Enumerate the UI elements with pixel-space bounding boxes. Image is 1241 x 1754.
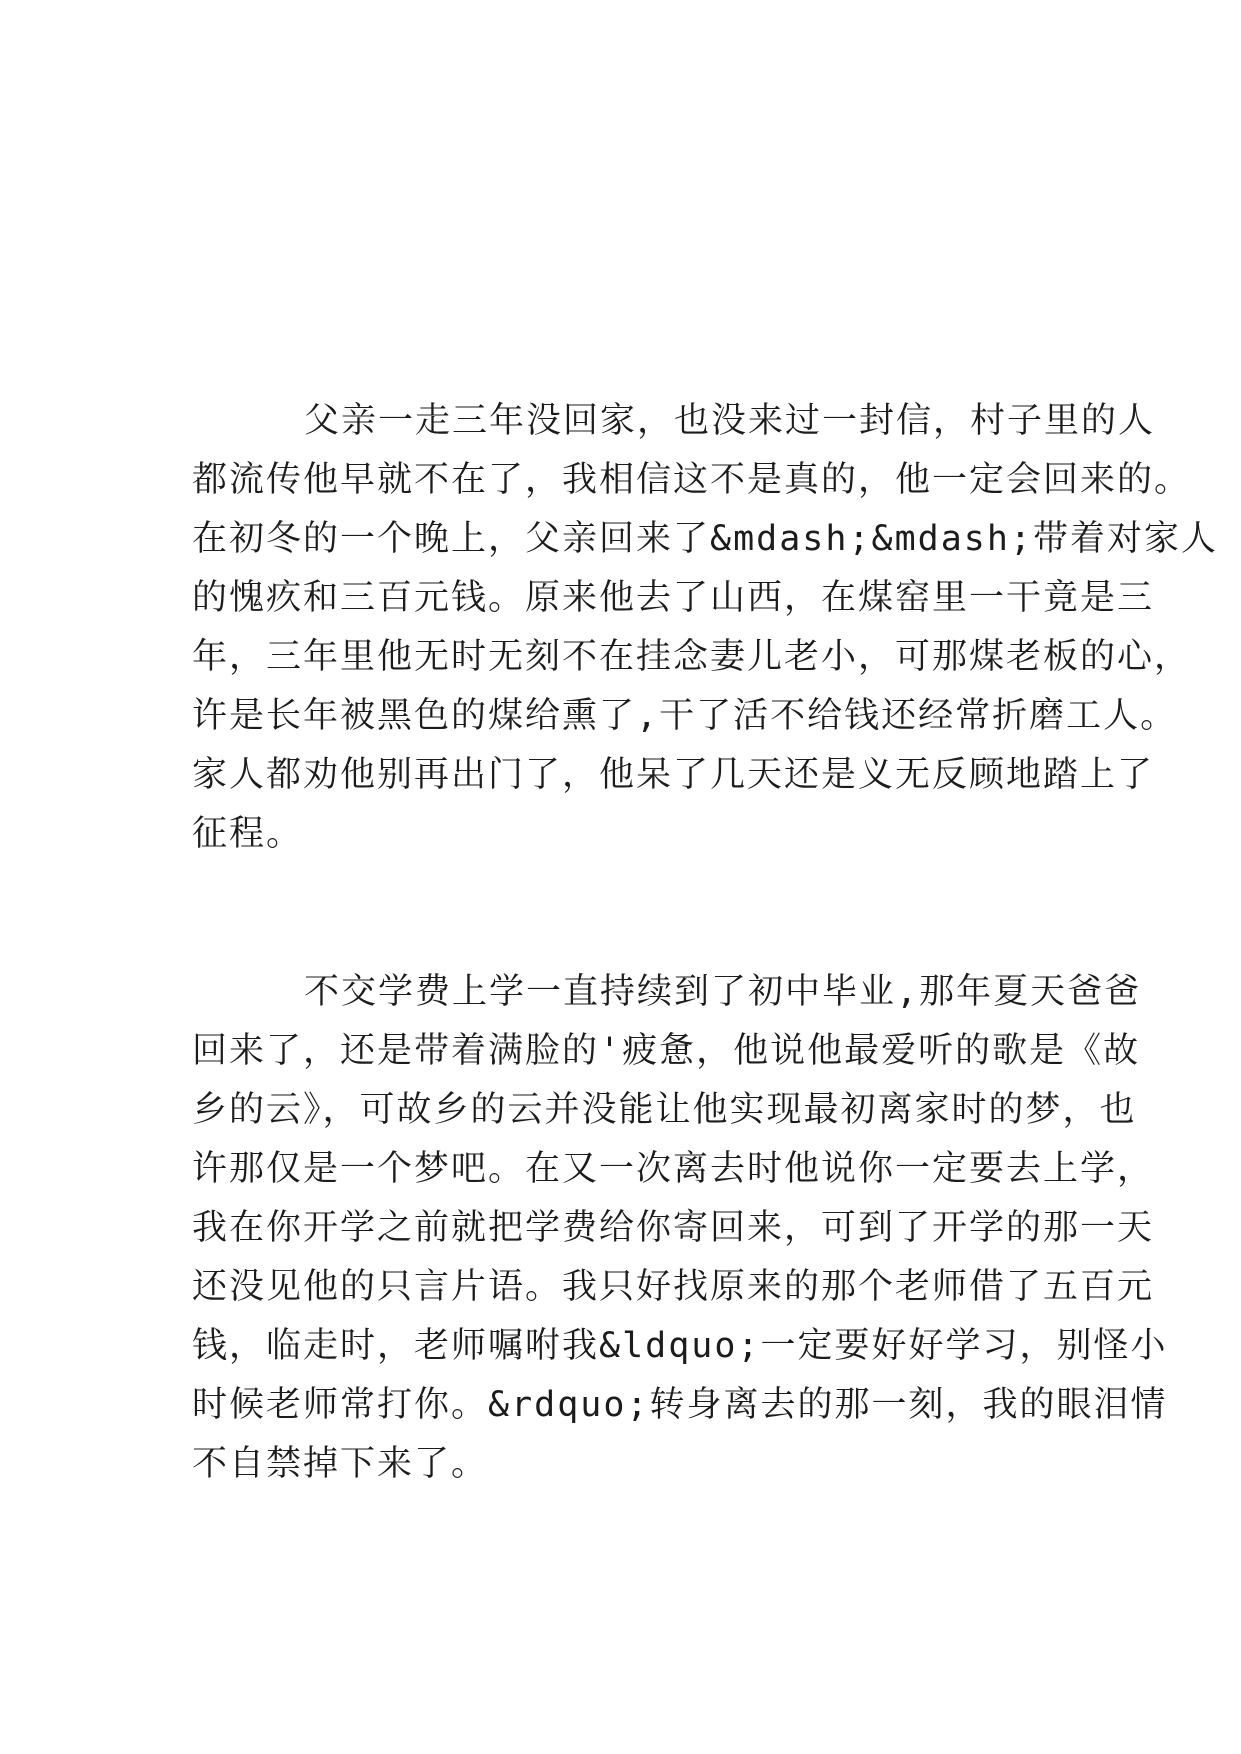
paragraph-line: 时候老师常打你。&rdquo;转身离去的那一刻，我的眼泪情 xyxy=(192,1385,1168,1425)
paragraph-line: 乡的云》，可故乡的云并没能让他实现最初离家时的梦，也 xyxy=(192,1090,1137,1130)
paragraph-line: 征程。 xyxy=(192,814,304,854)
paragraph-line: 钱，临走时，老师嘱咐我&ldquo;一定要好好学习，别怪小 xyxy=(192,1326,1168,1366)
paragraph-line: 还没见他的只言片语。我只好找原来的那个老师借了五百元 xyxy=(192,1267,1155,1307)
paragraph-line: 许是长年被黑色的煤给熏了,干了活不给钱还经常折磨工人。 xyxy=(192,696,1178,736)
paragraph-1 xyxy=(192,392,1219,864)
paragraph-line: 许那仅是一个梦吧。在又一次离去时他说你一定要去上学， xyxy=(192,1149,1155,1189)
paragraph-2 xyxy=(192,963,1168,1494)
paragraph-line: 不自禁掉下来了。 xyxy=(192,1444,489,1484)
paragraph-line: 年，三年里他无时无刻不在挂念妻儿老小，可那煤老板的心， xyxy=(192,637,1192,677)
paragraph-line: 父亲一走三年没回家，也没来过一封信，村子里的人 xyxy=(304,401,1156,441)
paragraph-line: 回来了，还是带着满脸的'疲惫，他说他最爱听的歌是《故 xyxy=(192,1031,1141,1071)
paragraph-line: 家人都劝他别再出门了，他呆了几天还是义无反顾地踏上了 xyxy=(192,755,1155,795)
paragraph-line: 都流传他早就不在了，我相信这不是真的，他一定会回来的。 xyxy=(192,460,1192,500)
paragraph-line: 的愧疚和三百元钱。原来他去了山西，在煤窑里一干竟是三 xyxy=(192,578,1155,618)
paragraph-line: 在初冬的一个晚上，父亲回来了&mdash;&mdash;带着对家人 xyxy=(192,519,1219,559)
paragraph-line: 我在你开学之前就把学费给你寄回来，可到了开学的那一天 xyxy=(192,1208,1155,1248)
paragraph-line: 不交学费上学一直持续到了初中毕业,那年夏天爸爸 xyxy=(304,972,1142,1012)
